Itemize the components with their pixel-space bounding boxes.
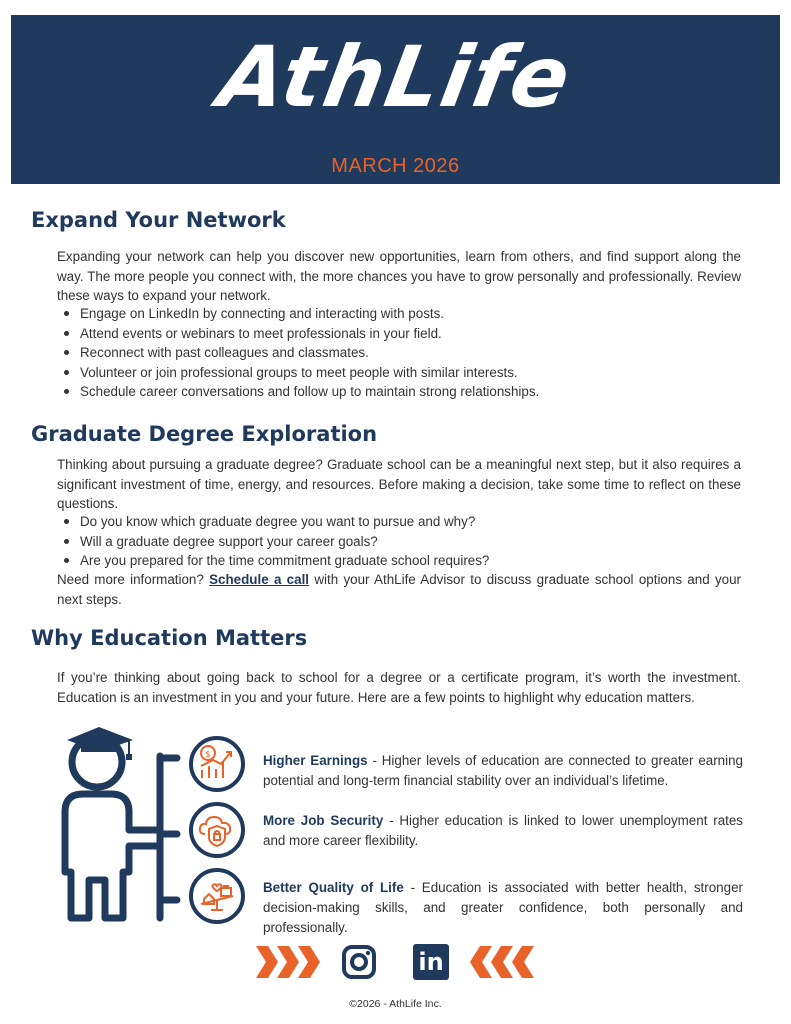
education-heading: Why Education Matters	[31, 626, 308, 650]
benefit-text: - Higher levels of education are connected to greater earning potential and long-term financial stability over an individual’s lifetime.	[263, 753, 743, 788]
list-item: Do you know which graduate degree you want to pursue and why?	[62, 512, 489, 532]
cta-suffix: with your AthLife Advisor to discuss graduate school options and your next steps.	[57, 572, 741, 607]
benefit-title: More Job Security	[263, 813, 384, 828]
benefit-title: Better Quality of Life	[263, 880, 404, 895]
job-security-icon	[189, 802, 245, 858]
chevrons-left-icon	[468, 944, 534, 980]
list-item: Engage on LinkedIn by connecting and interacting with posts.	[62, 304, 539, 324]
svg-text:$: $	[205, 750, 211, 760]
benefit-quality-of-life	[263, 878, 743, 938]
list-item: Are you prepared for the time commitment graduate school requires?	[62, 551, 489, 571]
linkedin-icon[interactable]	[413, 944, 449, 980]
schedule-call-link[interactable]: Schedule a call	[209, 572, 310, 587]
benefit-text: - Education is associated with better health, stronger decision-making skills, and greater confidence, both personally and professionally.	[263, 880, 743, 935]
grad-cta	[57, 570, 741, 609]
grad-heading: Graduate Degree Exploration	[31, 422, 378, 446]
grad-intro: Thinking about pursuing a graduate degree? Graduate school can be a meaningful next step, but it also requires a significant investment of time, energy, and resources. Before making a decision, take some time to reflect on these questions.	[57, 457, 741, 511]
linkedin-label: in	[418, 948, 444, 976]
quality-of-life-icon	[189, 868, 245, 924]
benefit-text: - Higher education is linked to lower unemployment rates and more career flexibility.	[263, 813, 743, 848]
list-item: Schedule career conversations and follow up to maintain strong relationships.	[62, 382, 539, 402]
list-item: Will a graduate degree support your career goals?	[62, 532, 489, 552]
education-intro: If you’re thinking about going back to school for a degree or a certificate program, it’s worth the investment. Education is an investment in you and your future. Here are a few points to highlight why education matters.	[57, 670, 741, 705]
benefit-higher-earnings	[263, 751, 743, 791]
benefit-title: Higher Earnings	[263, 753, 368, 768]
copyright: ©2026 - AthLife Inc.	[349, 998, 442, 1010]
list-item: Volunteer or join professional groups to meet people with similar interests.	[62, 363, 539, 383]
earnings-icon	[189, 736, 245, 792]
chevrons-right-icon	[256, 944, 322, 980]
benefit-job-security	[263, 811, 743, 851]
list-item: Attend events or webinars to meet professionals in your field.	[62, 324, 539, 344]
network-intro: Expanding your network can help you discover new opportunities, learn from others, and find support along the way. The more people you connect with, the more chances you have to grow personally and professionally. Review these ways to expand your network.	[57, 249, 741, 303]
instagram-icon[interactable]	[341, 944, 377, 980]
header-banner	[11, 15, 780, 184]
issue-month: MARCH 2026	[331, 155, 460, 177]
network-list	[62, 304, 539, 402]
network-heading: Expand Your Network	[31, 208, 286, 232]
cta-prefix: Need more information?	[57, 572, 210, 587]
grad-list	[62, 512, 489, 571]
athlife-logo: AthLife	[211, 28, 580, 126]
list-item: Reconnect with past colleagues and classmates.	[62, 343, 539, 363]
